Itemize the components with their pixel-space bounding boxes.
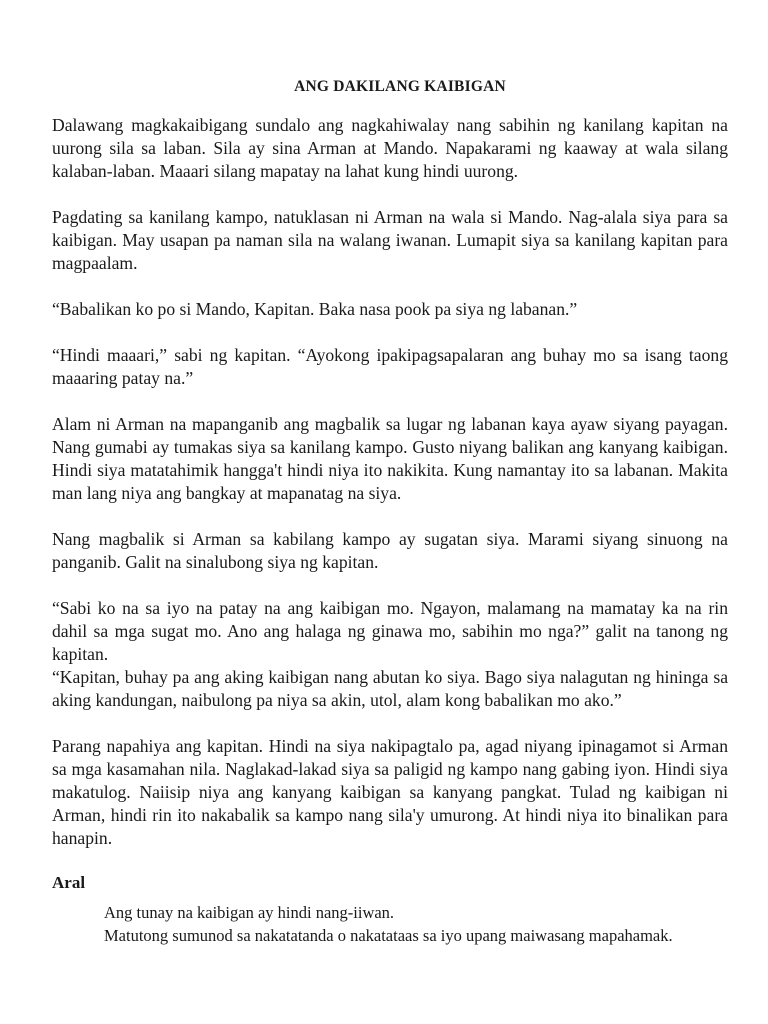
document-title: ANG DAKILANG KAIBIGAN [294,78,506,95]
paragraph-7: “Sabi ko na sa iyo na patay na ang kaibigan mo. Ngayon, malamang na mamatay ka na rin dahil sa mga sugat mo. Ano ang halaga ng ginawa mo, sabihin mo nga?” galit na tanong ng kapitan. [52,598,728,664]
paragraph-4: “Hindi maaari,” sabi ng kapitan. “Ayokong ipakipagsapalaran ang buhay mo sa isang taong maaaring patay na.” [52,345,728,388]
paragraph-8: “Kapitan, buhay pa ang aking kaibigan nang abutan ko siya. Bago siya nalagutan ng hininga sa aking kandungan, naibulong pa niya sa akin, utol, alam kong babalikan mo ako.” [52,667,728,710]
paragraph-1: Dalawang magkakaibigang sundalo ang nagkahiwalay nang sabihin ng kanilang kapitan na uurong sila sa laban. Sila ay sina Arman at Mando. Napakarami ng kaaway at wala silang kalaban-laban. Maaari silang mapatay na lahat kung hindi uurong. [52,115,728,181]
lesson-line-2: Matutong sumunod sa nakatatanda o nakatataas sa iyo upang maiwasang mapahamak. [104,926,673,945]
lesson-heading: Aral [52,873,86,892]
paragraph-5: Alam ni Arman na mapanganib ang magbalik sa lugar ng labanan kaya ayaw siyang payagan. Nang gumabi ay tumakas siya sa kanilang kampo. Gusto niyang balikan ang kanyang kaibigan. Hindi siya matatahimik hangga't hindi niya ito nakikita. Kung namantay ito sa labanan. Makita man lang niya ang bangkay at mapanatag na siya. [52,414,728,503]
document-page [52,78,728,947]
paragraph-3: “Babalikan ko po si Mando, Kapitan. Baka nasa pook pa siya ng labanan.” [52,299,578,319]
lesson-line-1: Ang tunay na kaibigan ay hindi nang-iiwan. [104,903,395,922]
paragraph-2: Pagdating sa kanilang kampo, natuklasan ni Arman na wala si Mando. Nag-alala siya para sa kaibigan. May usapan pa naman sila na walang iwanan. Lumapit siya sa kanilang kapitan para magpaalam. [52,207,728,273]
paragraph-6: Nang magbalik si Arman sa kabilang kampo ay sugatan siya. Marami siyang sinuong na panganib. Galit na sinalubong siya ng kapitan. [52,529,728,572]
paragraph-9: Parang napahiya ang kapitan. Hindi na siya nakipagtalo pa, agad niyang ipinagamot si Arman sa mga kasamahan nila. Naglakad-lakad siya sa paligid ng kampo nang gabing iyon. Hindi siya makatulog. Naiisip niya ang kanyang kaibigan sa kanyang pangkat. Tulad ng kaibigan ni Arman, hindi rin ito nakabalik sa kampo nang sila'y umurong. At hindi niya ito binalikan para hanapin. [52,736,728,848]
